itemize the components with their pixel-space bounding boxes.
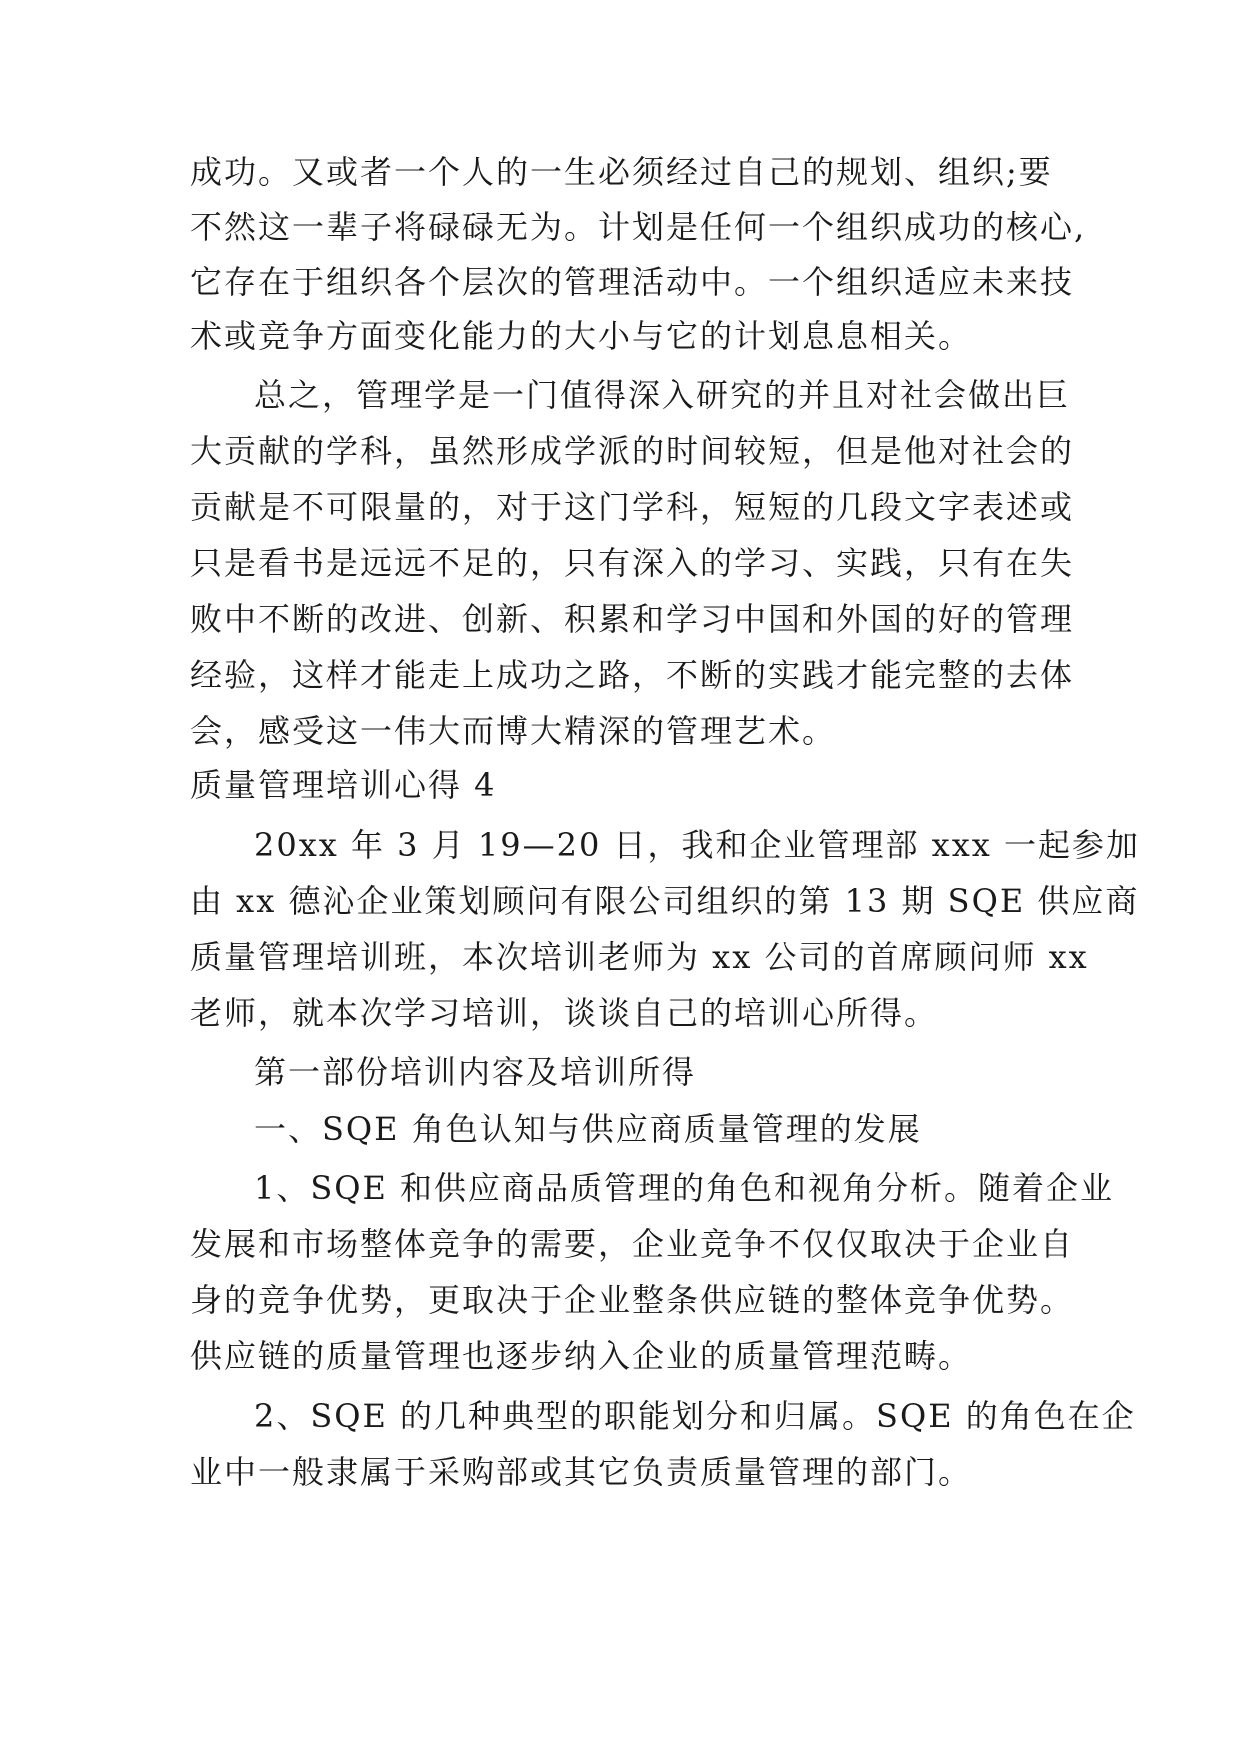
text-line: 由 xx 德沁企业策划顾问有限公司组织的第 13 期 SQE 供应商 — [190, 882, 1140, 920]
text-line: 身的竞争优势，更取决于企业整条供应链的整体竞争优势。 — [190, 1281, 1075, 1319]
text-line: 贡献是不可限量的，对于这门学科，短短的几段文字表述或 — [190, 488, 1075, 526]
text-line: 一、SQE 角色认知与供应商质量管理的发展 — [254, 1110, 922, 1148]
text-line: 1、SQE 和供应商品质管理的角色和视角分析。随着企业 — [254, 1169, 1115, 1207]
text-line: 老师，就本次学习培训，谈谈自己的培训心所得。 — [190, 994, 939, 1032]
text-line: 第一部份培训内容及培训所得 — [254, 1053, 697, 1091]
text-line: 经验，这样才能走上成功之路，不断的实践才能完整的去体 — [190, 656, 1075, 694]
text-line: 不然这一辈子将碌碌无为。计划是任何一个组织成功的核心, — [190, 208, 1087, 246]
text-line: 术或竞争方面变化能力的大小与它的计划息息相关。 — [190, 317, 973, 355]
text-line: 它存在于组织各个层次的管理活动中。一个组织适应未来技 — [190, 263, 1075, 301]
text-line: 败中不断的改进、创新、积累和学习中国和外国的好的管理 — [190, 600, 1075, 638]
text-line: 总之，管理学是一门值得深入研究的并且对社会做出巨 — [254, 376, 1071, 414]
section-heading: 质量管理培训心得 4 — [190, 766, 497, 804]
text-line: 20xx 年 3 月 19—20 日，我和企业管理部 xxx 一起参加 — [254, 826, 1140, 864]
text-line: 质量管理培训班，本次培训老师为 xx 公司的首席顾问师 xx — [190, 938, 1089, 976]
text-line: 只是看书是远远不足的，只有深入的学习、实践，只有在失 — [190, 544, 1075, 582]
text-line: 大贡献的学科，虽然形成学派的时间较短，但是他对社会的 — [190, 432, 1075, 470]
text-line: 供应链的质量管理也逐步纳入企业的质量管理范畴。 — [190, 1337, 973, 1375]
text-line: 业中一般隶属于采购部或其它负责质量管理的部门。 — [190, 1453, 973, 1491]
text-line: 成功。又或者一个人的一生必须经过自己的规划、组织;要 — [190, 153, 1053, 191]
text-line: 发展和市场整体竞争的需要，企业竞争不仅仅取决于企业自 — [190, 1225, 1075, 1263]
text-line: 会，感受这一伟大而博大精深的管理艺术。 — [190, 712, 837, 750]
text-line: 2、SQE 的几种典型的职能划分和归属。SQE 的角色在企 — [254, 1397, 1136, 1435]
